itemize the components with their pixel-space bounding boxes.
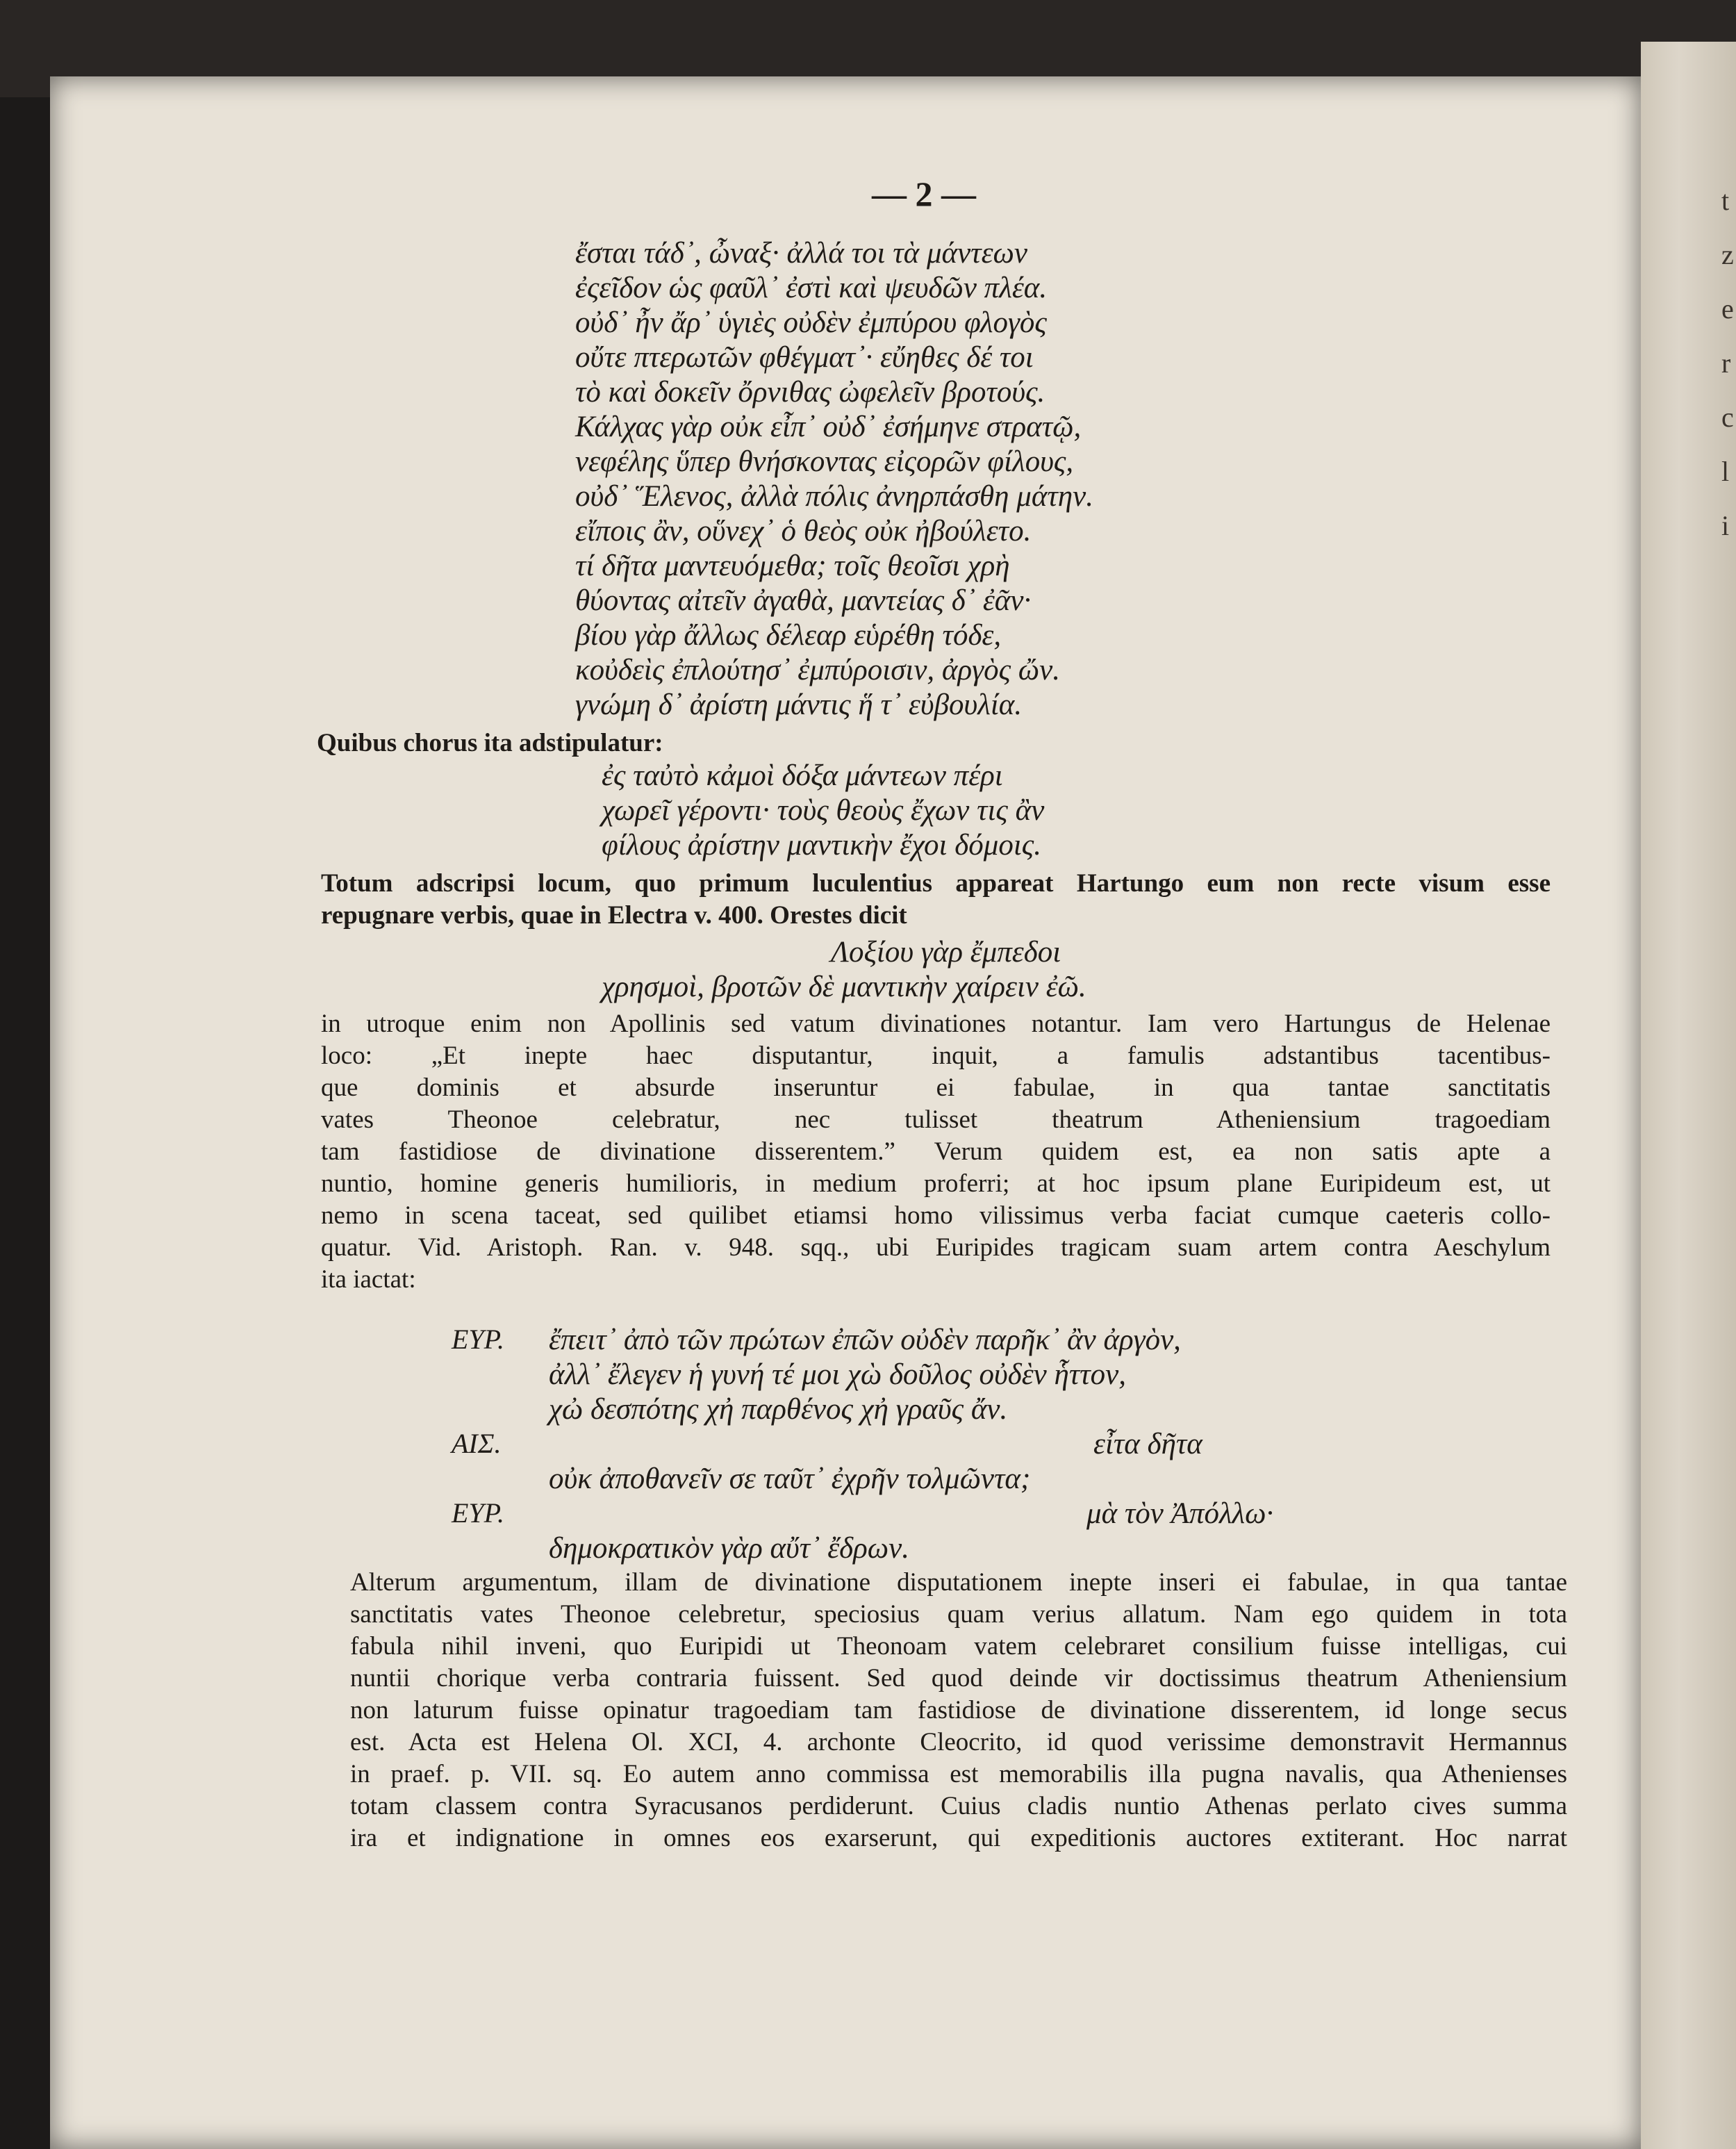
verse-line: ἔπειτ᾽ ἀπὸ τῶν πρώτων ἐπῶν οὐδὲν παρῆκ᾽ ἂν ἀργὸν, [549, 1324, 1181, 1356]
verse-line: θύοντας αἰτεῖν ἀγαθὰ, μαντείας δ᾽ ἐᾶν· [575, 584, 1032, 617]
speaker-label: ΕΥΡ. [452, 1324, 504, 1355]
text-line: nuntii chorique verba contraria fuissent. Sed quod deinde vir doctissimus theatrum Atheniensium [350, 1664, 1567, 1693]
verse-line: κοὐδεὶς ἐπλούτησ᾽ ἐμπύροισιν, ἀργὸς ὤν. [575, 654, 1060, 686]
margin-letter: l [1721, 456, 1730, 487]
margin-letter: t [1721, 185, 1730, 216]
page-number: — 2 — [872, 174, 976, 213]
verse-line: ἔσται τάδ᾽, ὦναξ· ἀλλά τοι τὰ μάντεων [575, 237, 1027, 270]
text-line: non laturum fuisse opinatur tragoediam tam fastidiose de divinatione disserentem, id longe secus [350, 1696, 1567, 1724]
margin-letter: e [1721, 293, 1734, 324]
verse-line: ἀλλ᾽ ἔλεγεν ἡ γυνή τέ μοι χὼ δοῦλος οὐδὲν ἧττον, [549, 1358, 1126, 1391]
chorus-intro: Quibus chorus ita adstipulatur: [317, 729, 663, 757]
verse-line: νεφέλης ὕπερ θνήσκοντας εἰςορῶν φίλους, [575, 445, 1074, 478]
verse-line: Λοξίου γὰρ ἔμπεδοι [831, 936, 1061, 969]
text-line: nuntio, homine generis humilioris, in medium proferri; at hoc ipsum plane Euripideum est, ut [321, 1169, 1551, 1198]
verse-line: οὐκ ἀποθανεῖν σε ταῦτ᾽ ἐχρῆν τολμῶντα; [549, 1463, 1031, 1495]
margin-letter: c [1721, 402, 1734, 433]
text-line: in utroque enim non Apollinis sed vatum divinationes notantur. Iam vero Hartungus de Helenae [321, 1010, 1551, 1038]
verse-line: ἐς ταὐτὸ κἀμοὶ δόξα μάντεων πέρι [602, 759, 1003, 792]
text-line: loco: „Et inepte haec disputantur, inquit, a famulis adstantibus tacentibus- [321, 1041, 1551, 1070]
margin-letter: z [1721, 239, 1734, 270]
text-line: sanctitatis vates Theonoe celebretur, speciosius quam verius allatum. Nam ego quidem in tota [350, 1600, 1567, 1629]
verse-line: εἴποις ἂν, οὕνεχ᾽ ὁ θεὸς οὐκ ἠβούλετο. [575, 515, 1032, 547]
speaker-label: ΕΥΡ. [452, 1497, 504, 1529]
text-line: Totum adscripsi locum, quo primum luculentius appareat Hartungo eum non recte visum esse [321, 869, 1551, 898]
speaker-label: ΑΙΣ. [452, 1428, 502, 1459]
verse-line: ἐςεῖδον ὡς φαῦλ᾽ ἐστὶ καὶ ψευδῶν πλέα. [575, 272, 1048, 304]
verse-line: χρησμοὶ, βροτῶν δὲ μαντικὴν χαίρειν ἐῶ. [602, 971, 1086, 1003]
text-line: que dominis et absurde inseruntur ei fabulae, in qua tantae sanctitatis [321, 1073, 1551, 1102]
text-line: in praef. p. VII. sq. Eo autem anno commissa est memorabilis illa pugna navalis, qua Athenienses [350, 1760, 1567, 1788]
verse-line: χὠ δεσπότης χἠ παρθένος χἠ γραῦς ἄν. [549, 1393, 1008, 1426]
margin-letter: i [1721, 510, 1730, 541]
adjacent-page-margin-letters [1721, 174, 1736, 553]
verse-line: τί δῆτα μαντευόμεθα; τοῖς θεοῖσι χρὴ [575, 550, 1010, 582]
verse-line: γνώμη δ᾽ ἀρίστη μάντις ἥ τ᾽ εὐβουλία. [575, 689, 1023, 721]
verse-line: μὰ τὸν Ἀπόλλω· [1086, 1497, 1274, 1530]
text-line: tam fastidiose de divinatione disserentem.” Verum quidem est, ea non satis apte a [321, 1137, 1551, 1166]
verse-line: Κάλχας γὰρ οὐκ εἶπ᾽ οὐδ᾽ ἐσήμηνε στρατῷ, [575, 411, 1082, 443]
verse-line: οὔτε πτερωτῶν φθέγματ᾽· εὔηθες δέ τοι [575, 341, 1034, 374]
verse-line: οὐδ᾽ Ἕλενος, ἀλλὰ πόλις ἀνηρπάσθη μάτην. [575, 480, 1093, 513]
verse-line: βίου γὰρ ἄλλως δέλεαρ εὑρέθη τόδε, [575, 619, 1002, 652]
text-line: nemo in scena taceat, sed quilibet etiamsi homo vilissimus verba faciat cumque caeteris collo- [321, 1201, 1551, 1230]
text-line: vates Theonoe celebratur, nec tulisset theatrum Atheniensium tragoediam [321, 1105, 1551, 1134]
text-line: ira et indignatione in omnes eos exarserunt, qui expeditionis auctores extiterant. Hoc narrat [350, 1824, 1567, 1852]
verse-line: τὸ καὶ δοκεῖν ὄρνιθας ὠφελεῖν βροτούς. [575, 376, 1045, 409]
verse-line: εἶτα δῆτα [1093, 1428, 1202, 1460]
text-line: fabula nihil inveni, quo Euripidi ut Theonoam vatem celebraret consilium fuisse intelligas, cui [350, 1632, 1567, 1661]
text-line: quatur. Vid. Aristoph. Ran. v. 948. sqq., ubi Euripides tragicam suam artem contra Aeschylum [321, 1233, 1551, 1262]
verse-line: δημοκρατικὸν γὰρ αὔτ᾽ ἔδρων. [549, 1532, 910, 1565]
text-line: ita iactat: [321, 1265, 416, 1294]
verse-line: οὐδ᾽ ἦν ἄρ᾽ ὑγιὲς οὐδὲν ἐμπύρου φλογὸς [575, 306, 1047, 339]
verse-line: χωρεῖ γέροντι· τοὺς θεοὺς ἔχων τις ἂν [602, 794, 1045, 827]
text-line: totam classem contra Syracusanos perdiderunt. Cuius cladis nuntio Athenas perlato cives summa [350, 1792, 1567, 1820]
verse-line: φίλους ἀρίστην μαντικὴν ἔχοι δόμοις. [602, 829, 1041, 862]
margin-letter: r [1721, 347, 1731, 379]
text-line: Alterum argumentum, illam de divinatione disputationem inepte inseri ei fabulae, in qua tantae [350, 1568, 1567, 1597]
text-line: est. Acta est Helena Ol. XCI, 4. archonte Cleocrito, id quod verissime demonstravit Hermannus [350, 1728, 1567, 1756]
text-line: repugnare verbis, quae in Electra v. 400. Orestes dicit [321, 901, 907, 930]
